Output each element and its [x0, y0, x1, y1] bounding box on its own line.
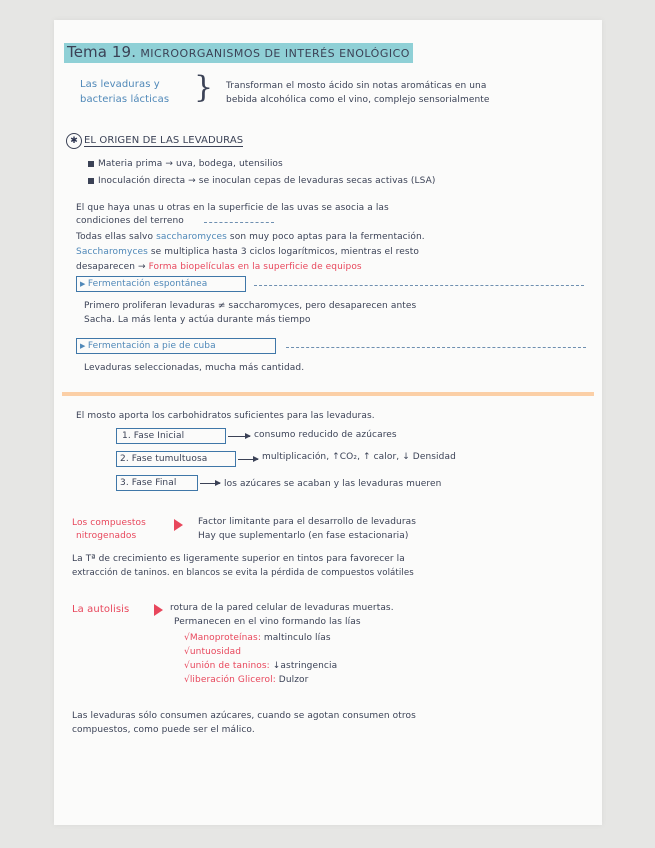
intro-subject-2: bacterias lácticas	[80, 94, 170, 105]
compuestos-label-2: nitrogenados	[76, 531, 137, 541]
bullet-square-icon	[88, 161, 94, 167]
para1-line-4a: Saccharomyces	[76, 247, 148, 257]
para1-line-2: condiciones del terreno	[76, 216, 184, 226]
intro-text-2: bebida alcohólica como el vino, complejo sensorialmente	[226, 95, 490, 105]
compuestos-label-1: Los compuestos	[72, 518, 146, 528]
para1-line-4	[76, 247, 419, 258]
para1-line-5b: Forma biopelículas en la superficie de equipos	[148, 262, 362, 272]
para1-line-3a: Todas ellas salvo	[76, 232, 157, 242]
autolisis-item-3	[184, 661, 337, 672]
fase-3-desc: los azúcares se acaban y las levaduras mueren	[224, 479, 442, 489]
autolisis-line-2: Permanecen en el vino formando las lías	[174, 617, 361, 627]
divider-dashed	[254, 285, 584, 286]
origen-star-icon: ✱	[66, 133, 82, 149]
fermentacion-espontanea-label	[80, 279, 207, 290]
origen-bullet-2-text: se inoculan cepas de levaduras secas activas (LSA)	[198, 176, 436, 186]
para1-line-3	[76, 232, 425, 243]
autolisis-item-1-value: maltinculo lías	[263, 633, 331, 643]
arrow-right-icon	[238, 459, 258, 460]
origen-bullet-2	[88, 176, 435, 187]
red-triangle-icon	[154, 604, 163, 616]
intro-brace: }	[194, 70, 214, 105]
arrow-right-icon: →	[188, 176, 199, 186]
section-divider	[62, 392, 594, 396]
pie-label-text: Fermentación a pie de cuba	[87, 341, 216, 351]
divider-dashed	[204, 222, 274, 223]
fase-1-desc: consumo reducido de azúcares	[254, 430, 397, 440]
title-prefix: Tema 19.	[67, 43, 137, 61]
espontanea-line-2: Sacha. La más lenta y actúa durante más tiempo	[84, 315, 311, 325]
notebook-page	[54, 20, 602, 825]
autolisis-label: La autolisis	[72, 604, 130, 615]
espontanea-label-text: Fermentación espontánea	[87, 279, 208, 289]
autolisis-item-4-value: Dulzor	[278, 675, 309, 685]
fermentacion-pie-label	[80, 341, 216, 352]
para1-line-5	[76, 262, 362, 273]
play-triangle-icon: ▶	[80, 280, 88, 288]
compuestos-line-2: Hay que suplementarlo (en fase estacionaria)	[198, 531, 409, 541]
autolisis-item-3-value: ↓astringencia	[272, 661, 338, 671]
page-title	[64, 43, 413, 63]
red-triangle-icon	[174, 519, 183, 531]
temp-line-2: extracción de taninos. en blancos se evita la pérdida de compuestos volátiles	[72, 568, 414, 578]
para1-line-4b: se multiplica hasta 3 ciclos logarítmicos, mientras el resto	[147, 247, 419, 257]
autolisis-item-1	[184, 633, 331, 644]
fase-3-label: 3. Fase Final	[120, 478, 177, 488]
para1-line-3b: saccharomyces	[156, 232, 227, 242]
final-line-2: compuestos, como puede ser el málico.	[72, 725, 255, 735]
intro-text-1: Transforman el mosto ácido sin notas aromáticas en una	[226, 81, 487, 91]
fases-intro: El mosto aporta los carbohidratos suficientes para las levaduras.	[76, 411, 375, 421]
temp-line-1: La Tª de crecimiento es ligeramente superior en tintos para favorecer la	[72, 554, 405, 564]
origen-bullet-1	[88, 159, 283, 170]
para1-line-1: El que haya unas u otras en la superficie de las uvas se asocia a las	[76, 203, 389, 213]
para1-line-5a: desaparecen →	[76, 262, 149, 272]
intro-subject-1: Las levaduras y	[80, 79, 160, 90]
autolisis-item-4	[184, 675, 308, 686]
final-line-1: Las levaduras sólo consumen azúcares, cuando se agotan consumen otros	[72, 711, 416, 721]
para1-line-3c: son muy poco aptas para la fermentación.	[226, 232, 425, 242]
pie-line-1: Levaduras seleccionadas, mucha más cantidad.	[84, 363, 305, 373]
arrow-right-icon	[200, 483, 220, 484]
autolisis-item-2: √untuosidad	[184, 647, 242, 657]
arrow-right-icon	[228, 436, 250, 437]
origen-heading: EL ORIGEN DE LAS LEVADURAS	[84, 135, 244, 146]
bullet-square-icon	[88, 178, 94, 184]
origen-bullet-1-text: Materia prima → uva, bodega, utensilios	[98, 159, 283, 169]
autolisis-item-3-label: √unión de taninos:	[184, 661, 273, 671]
fase-1-label: 1. Fase Inicial	[122, 431, 185, 441]
title-text: MICROORGANISMOS DE INTERÉS ENOLÓGICO	[140, 47, 410, 60]
fase-2-label: 2. Fase tumultuosa	[120, 454, 208, 464]
compuestos-line-1: Factor limitante para el desarrollo de levaduras	[198, 517, 417, 527]
divider-dashed	[286, 347, 586, 348]
origen-bullet-2-label: Inoculación directa	[98, 176, 186, 186]
fase-2-desc: multiplicación, ↑CO₂, ↑ calor, ↓ Densidad	[262, 452, 456, 462]
autolisis-line-1: rotura de la pared celular de levaduras muertas.	[170, 603, 394, 613]
autolisis-item-1-label: √Manoproteínas:	[184, 633, 264, 643]
play-triangle-icon: ▶	[80, 342, 88, 350]
autolisis-item-4-label: √liberación Glicerol:	[184, 675, 279, 685]
espontanea-line-1: Primero proliferan levaduras ≠ saccharomyces, pero desaparecen antes	[84, 301, 417, 311]
